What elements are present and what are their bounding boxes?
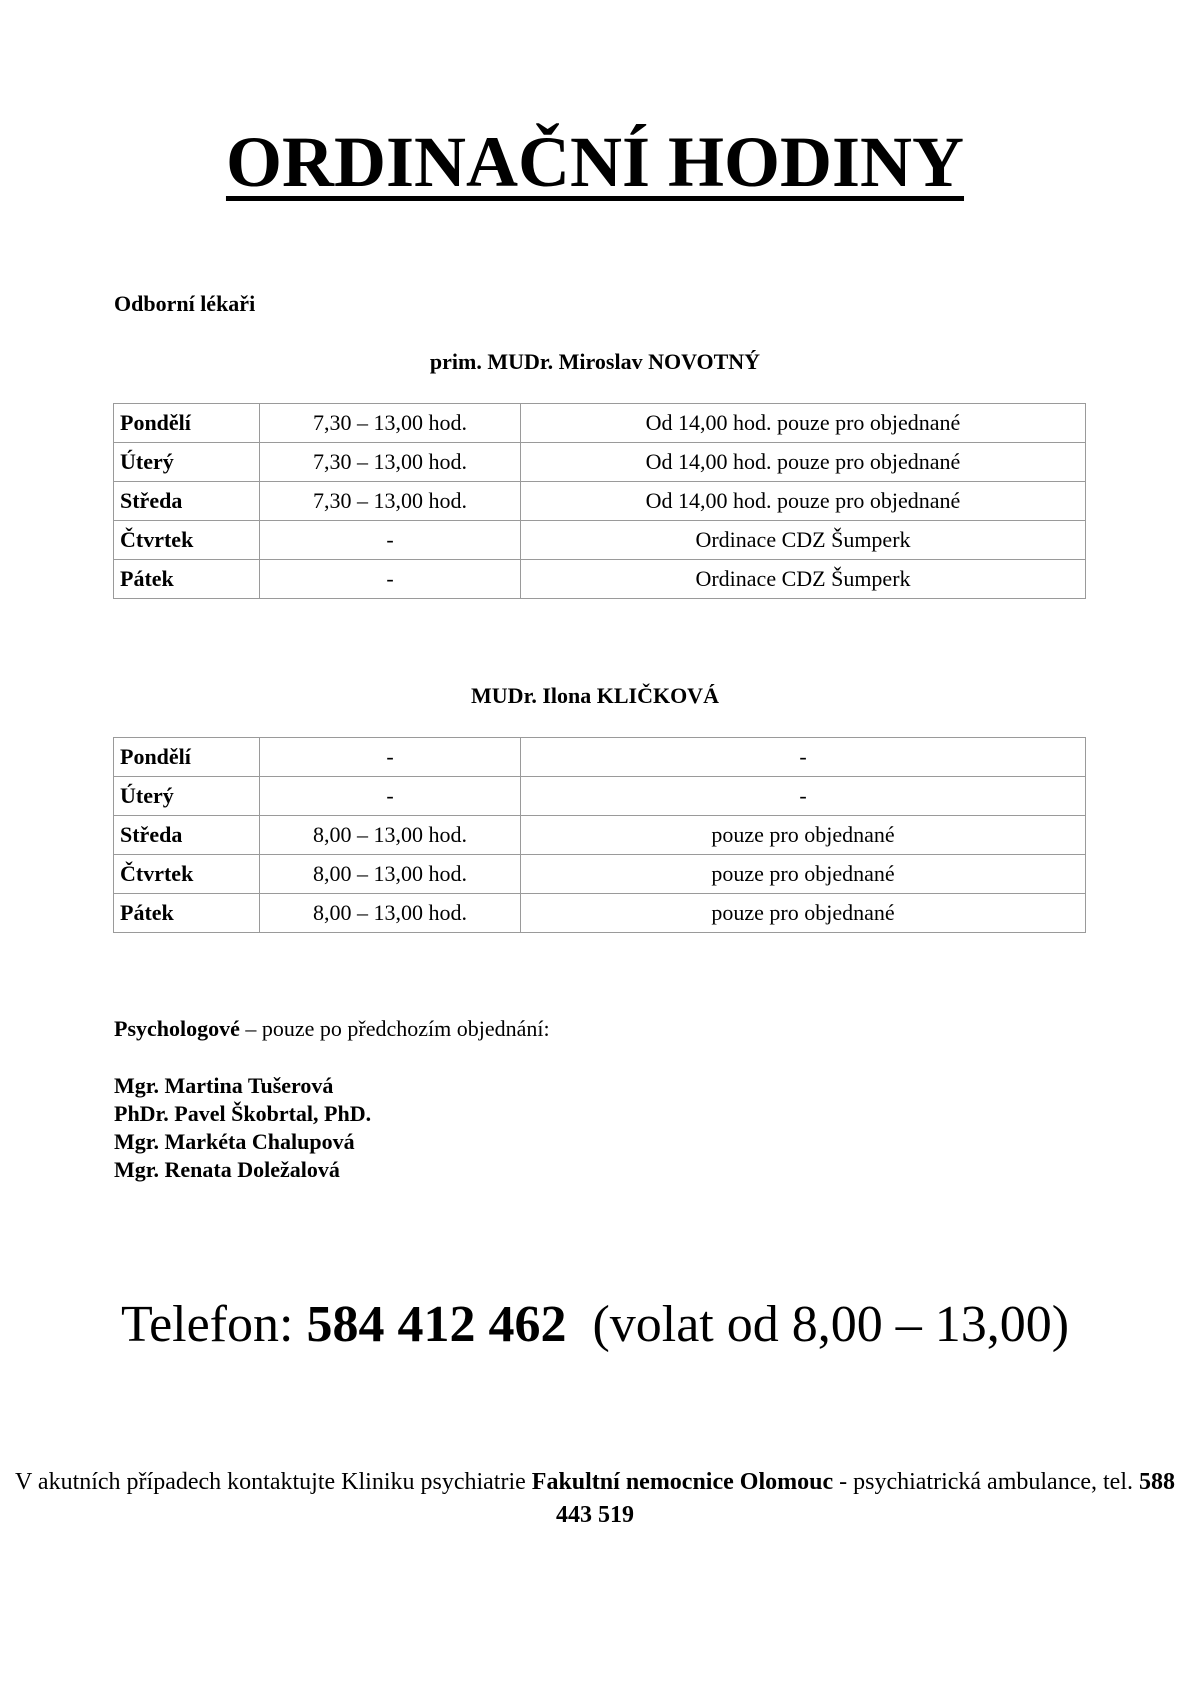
table-row — [114, 816, 1086, 855]
table-row — [114, 894, 1086, 933]
hours-cell: 8,00 – 13,00 hod. — [260, 816, 521, 855]
hours-cell: - — [260, 560, 521, 599]
note-cell: - — [521, 777, 1086, 816]
doctor-name-novotny: prim. MUDr. Miroslav NOVOTNÝ — [429, 349, 761, 374]
hours-cell: - — [260, 521, 521, 560]
list-item: Mgr. Markéta Chalupová — [114, 1129, 355, 1154]
day-cell: Pátek — [114, 560, 260, 599]
section-heading-specialists: Odborní lékaři — [114, 291, 256, 316]
table-row — [114, 404, 1086, 443]
phone-hours-note: (volat od 8,00 – 13,00) — [566, 1296, 1070, 1353]
note-cell: pouze pro objednané — [521, 855, 1086, 894]
day-cell: Středa — [114, 816, 260, 855]
doctor-name-klickova: MUDr. Ilona KLIČKOVÁ — [471, 683, 719, 708]
table-row — [114, 855, 1086, 894]
page-title: ORDINAČNÍ HODINY — [225, 122, 965, 202]
footer-text-after: - psychiatrická ambulance, tel. — [833, 1469, 1139, 1495]
psychologists-note: – pouze po předchozím objednání: — [239, 1016, 550, 1041]
list-item: Mgr. Renata Doležalová — [114, 1157, 340, 1182]
day-cell: Pondělí — [114, 404, 260, 443]
table-row — [114, 521, 1086, 560]
list-item: Mgr. Martina Tušerová — [114, 1073, 334, 1098]
hours-cell: 8,00 – 13,00 hod. — [260, 894, 521, 933]
table-row — [114, 777, 1086, 816]
phone-line — [0, 1293, 1190, 1357]
note-cell: Ordinace CDZ Šumperk — [521, 521, 1086, 560]
note-cell: Od 14,00 hod. pouze pro objednané — [521, 482, 1086, 521]
psychologists-label: Psychologové — [114, 1016, 240, 1041]
hours-cell: 7,30 – 13,00 hod. — [260, 482, 521, 521]
phone-label: Telefon: — [120, 1296, 307, 1353]
table-row — [114, 738, 1086, 777]
note-cell: Ordinace CDZ Šumperk — [521, 560, 1086, 599]
list-item: PhDr. Pavel Škobrtal, PhD. — [114, 1101, 372, 1126]
note-cell: Od 14,00 hod. pouze pro objednané — [521, 443, 1086, 482]
phone-number: 584 412 462 — [306, 1296, 567, 1353]
note-cell: Od 14,00 hod. pouze pro objednané — [521, 404, 1086, 443]
schedule-table-novotny — [113, 403, 1086, 599]
table-row — [114, 482, 1086, 521]
hours-cell: 8,00 – 13,00 hod. — [260, 855, 521, 894]
note-cell: - — [521, 738, 1086, 777]
psychologists-intro — [114, 1016, 550, 1042]
day-cell: Úterý — [114, 443, 260, 482]
day-cell: Čtvrtek — [114, 855, 260, 894]
note-cell: pouze pro objednané — [521, 894, 1086, 933]
hospital-name: Fakultní nemocnice Olomouc — [531, 1469, 834, 1495]
emergency-phone-number: 588 443 519 — [556, 1469, 1175, 1528]
day-cell: Pondělí — [114, 738, 260, 777]
day-cell: Středa — [114, 482, 260, 521]
day-cell: Čtvrtek — [114, 521, 260, 560]
hours-cell: - — [260, 738, 521, 777]
day-cell: Úterý — [114, 777, 260, 816]
footer-text-before: V akutních případech kontaktujte Kliniku psychiatrie — [15, 1469, 532, 1495]
emergency-contact-note — [0, 1466, 1190, 1532]
psychologists-list — [114, 1072, 371, 1184]
hours-cell: - — [260, 777, 521, 816]
hours-cell: 7,30 – 13,00 hod. — [260, 443, 521, 482]
note-cell: pouze pro objednané — [521, 816, 1086, 855]
hours-cell: 7,30 – 13,00 hod. — [260, 404, 521, 443]
schedule-table-klickova — [113, 737, 1086, 933]
table-row — [114, 443, 1086, 482]
table-row — [114, 560, 1086, 599]
day-cell: Pátek — [114, 894, 260, 933]
